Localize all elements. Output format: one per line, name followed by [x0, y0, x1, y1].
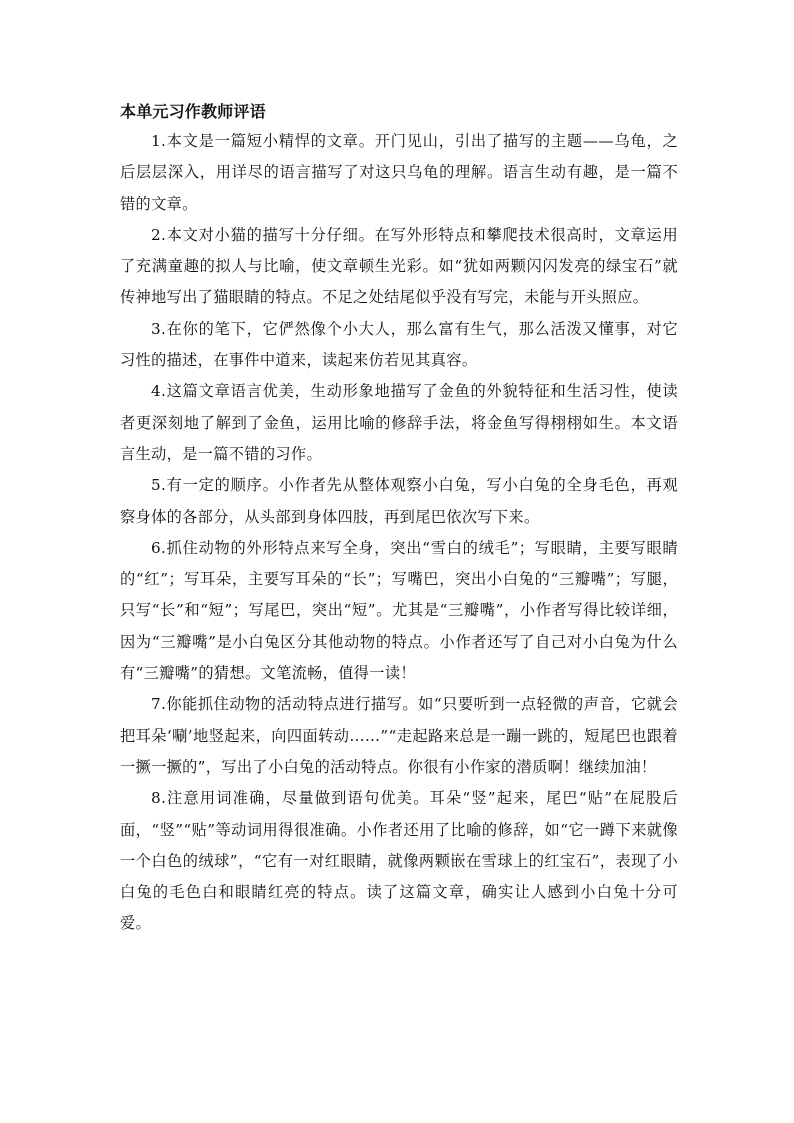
comment-paragraph-1: 1.本文是一篇短小精悍的文章。开门见山，引出了描写的主题——乌龟，之后层层深入，用详尽的语言描写了对这只乌龟的理解。语言生动有趣，是一篇不错的文章。 — [120, 132, 678, 213]
comment-paragraph-7: 7.你能抓住动物的活动特点进行描写。如“只要听到一点轻微的声音，它就会把耳朵‘唰’地竖起来，向四面转动……”“走起路来总是一蹦一跳的，短尾巴也跟着一撅一撅的”，写出了小白兔的活动特点。你很有小作家的潜质啊！继续加油！ — [120, 695, 678, 776]
comment-paragraph-8: 8.注意用词准确，尽量做到语句优美。耳朵“竖”起来，尾巴“贴”在屁股后面，“竖”“贴”等动词用得很准确。小作者还用了比喻的修辞，如“它一蹲下来就像一个白色的绒球”，“它有一对红眼睛，就像两颗嵌在雪球上的红宝石”，表现了小白兔的毛色白和眼睛红亮的特点。读了这篇文章，确实让人感到小白兔十分可爱。 — [120, 789, 678, 933]
comment-paragraph-2: 2.本文对小猫的描写十分仔细。在写外形特点和攀爬技术很高时，文章运用了充满童趣的拟人与比喻，使文章顿生光彩。如“犹如两颗闪闪发亮的绿宝石”就传神地写出了猫眼睛的特点。不足之处结尾似乎没有写完，未能与开头照应。 — [120, 225, 678, 307]
document-body — [120, 98, 678, 940]
comment-paragraph-3: 3.在你的笔下，它俨然像个小大人，那么富有生气，那么活泼又懂事，对它习性的描述，在事件中道来，读起来仿若见其真容。 — [120, 319, 678, 370]
comment-paragraph-6: 6.抓住动物的外形特点来写全身，突出“雪白的绒毛”；写眼睛，主要写眼睛的“红”；写耳朵，主要写耳朵的“长”；写嘴巴，突出小白兔的“三瓣嘴”；写腿，只写“长”和“短”；写尾巴，突出“短”。尤其是“三瓣嘴”，小作者写得比较详细，因为“三瓣嘴”是小白兔区分其他动物的特点。小作者还写了自己对小白兔为什么有“三瓣嘴”的猜想。文笔流畅，值得一读！ — [120, 538, 678, 683]
document-title: 本单元习作教师评语 — [120, 102, 266, 121]
comment-paragraph-5: 5.有一定的顺序。小作者先从整体观察小白兔，写小白兔的全身毛色，再观察身体的各部分，从头部到身体四肢，再到尾巴依次写下来。 — [120, 476, 678, 526]
comment-paragraph-4: 4.这篇文章语言优美，生动形象地描写了金鱼的外貌特征和生活习性，使读者更深刻地了解到了金鱼，运用比喻的修辞手法，将金鱼写得栩栩如生。本文语言生动，是一篇不错的习作。 — [120, 382, 678, 463]
